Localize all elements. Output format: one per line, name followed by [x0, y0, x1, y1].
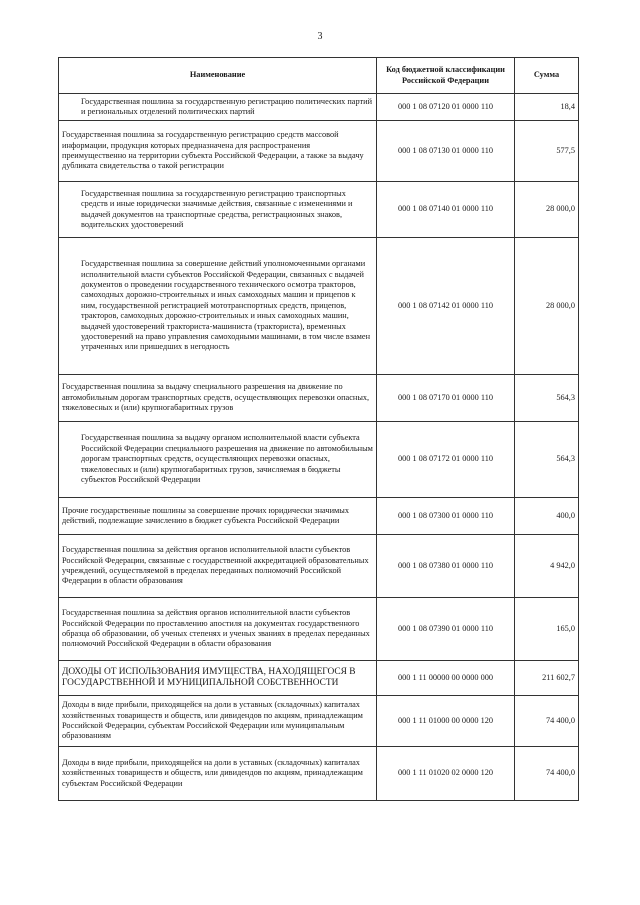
header-sum: Сумма	[515, 58, 579, 94]
row-name: Государственная пошлина за действия органов исполнительной власти субъектов Российской Федерации по проставлению апостиля на документах государственного образца об образовании, об ученых степенях и ученых званиях в пределах переданных полномочий Российской Федерации в области образования	[59, 598, 377, 661]
row-sum: 4 942,0	[515, 535, 579, 598]
row-code: 000 1 08 07140 01 0000 110	[377, 182, 515, 238]
row-name: ДОХОДЫ ОТ ИСПОЛЬЗОВАНИЯ ИМУЩЕСТВА, НАХОДЯЩЕГОСЯ В ГОСУДАРСТВЕННОЙ И МУНИЦИПАЛЬНОЙ СОБСТВЕННОСТИ	[59, 661, 377, 696]
row-sum: 28 000,0	[515, 182, 579, 238]
table-row	[59, 598, 579, 661]
table-row	[59, 375, 579, 422]
row-code: 000 1 11 01000 00 0000 120	[377, 696, 515, 747]
row-name: Доходы в виде прибыли, приходящейся на доли в уставных (складочных) капиталах хозяйственных товариществ и обществ, или дивидендов по акциям, принадлежащим субъектам Российской Федерации	[59, 747, 377, 801]
table-row	[59, 121, 579, 182]
row-sum: 564,3	[515, 375, 579, 422]
header-name: Наименование	[59, 58, 377, 94]
row-sum: 400,0	[515, 498, 579, 535]
table-row	[59, 238, 579, 375]
row-sum: 74 400,0	[515, 696, 579, 747]
row-sum: 74 400,0	[515, 747, 579, 801]
row-code: 000 1 11 00000 00 0000 000	[377, 661, 515, 696]
page-number: 3	[317, 31, 323, 42]
table-row	[59, 696, 579, 747]
row-sum: 18,4	[515, 94, 579, 121]
row-code: 000 1 08 07170 01 0000 110	[377, 375, 515, 422]
row-name: Государственная пошлина за выдачу органом исполнительной власти субъекта Российской Федерации специального разрешения на движение по автомобильным дорогам транспортных средств, осуществляющих перевозки опасных, тяжеловесных и (или) крупногабаритных грузов, зачисляемая в бюджеты субъектов Российской Федерации	[59, 422, 377, 498]
table-row	[59, 535, 579, 598]
row-sum: 577,5	[515, 121, 579, 182]
table-header-row	[59, 58, 579, 94]
row-code: 000 1 08 07300 01 0000 110	[377, 498, 515, 535]
budget-revenue-table	[58, 57, 579, 801]
table-row-section	[59, 661, 579, 696]
row-name: Доходы в виде прибыли, приходящейся на доли в уставных (складочных) капиталах хозяйственных товариществ и обществ, или дивидендов по акциям, принадлежащим Российской Федерации, субъектам Российской Федерации или муниципальным образованиям	[59, 696, 377, 747]
row-code: 000 1 08 07380 01 0000 110	[377, 535, 515, 598]
table-row	[59, 747, 579, 801]
row-name: Государственная пошлина за государственную регистрацию средств массовой информации, продукция которых предназначена для распространения преимущественно на территории субъекта Российской Федерации, а также за выдачу дубликата свидетельства о такой регистрации	[59, 121, 377, 182]
header-code: Код бюджетной классификации Российской Федерации	[377, 58, 515, 94]
row-name: Государственная пошлина за государственную регистрацию политических партий и региональных отделений политических партий	[59, 94, 377, 121]
row-code: 000 1 08 07172 01 0000 110	[377, 422, 515, 498]
row-name: Государственная пошлина за совершение действий уполномоченными органами исполнительной власти субъектов Российской Федерации, связанных с выдачей документов о проведении государственного технического осмотра тракторов, самоходных дорожно-строительных и иных самоходных машин и прицепов к ним, государственной регистрацией мототранспортных средств, прицепов, тракторов, самоходных дорожно-строительных и иных самоходных машин, выдачей удостоверений тракториста-машиниста (тракториста), временных удостоверений на право управления самоходными машинами, в том числе взамен утраченных или пришедших в негодность	[59, 238, 377, 375]
row-sum: 28 000,0	[515, 238, 579, 375]
row-name: Государственная пошлина за выдачу специального разрешения на движение по автомобильным дорогам транспортных средств, осуществляющих перевозки опасных, тяжеловесных и (или) крупногабаритных грузов	[59, 375, 377, 422]
row-code: 000 1 08 07130 01 0000 110	[377, 121, 515, 182]
row-sum: 165,0	[515, 598, 579, 661]
row-code: 000 1 08 07390 01 0000 110	[377, 598, 515, 661]
row-name: Государственная пошлина за государственную регистрацию транспортных средств и иные юридически значимые действия, связанные с изменениями и выдачей документов на транспортные средства, регистрационных знаков, водительских удостоверений	[59, 182, 377, 238]
table-row	[59, 498, 579, 535]
row-code: 000 1 08 07142 01 0000 110	[377, 238, 515, 375]
table-row	[59, 94, 579, 121]
row-sum: 211 602,7	[515, 661, 579, 696]
table-row	[59, 422, 579, 498]
row-code: 000 1 08 07120 01 0000 110	[377, 94, 515, 121]
row-name: Государственная пошлина за действия органов исполнительной власти субъектов Российской Федерации, связанные с государственной аккредитацией образовательных учреждений, осуществляемой в пределах переданных полномочий Российской Федерации в области образования	[59, 535, 377, 598]
row-code: 000 1 11 01020 02 0000 120	[377, 747, 515, 801]
row-name: Прочие государственные пошлины за совершение прочих юридически значимых действий, подлежащие зачислению в бюджет субъекта Российской Федерации	[59, 498, 377, 535]
table-row	[59, 182, 579, 238]
row-sum: 564,3	[515, 422, 579, 498]
